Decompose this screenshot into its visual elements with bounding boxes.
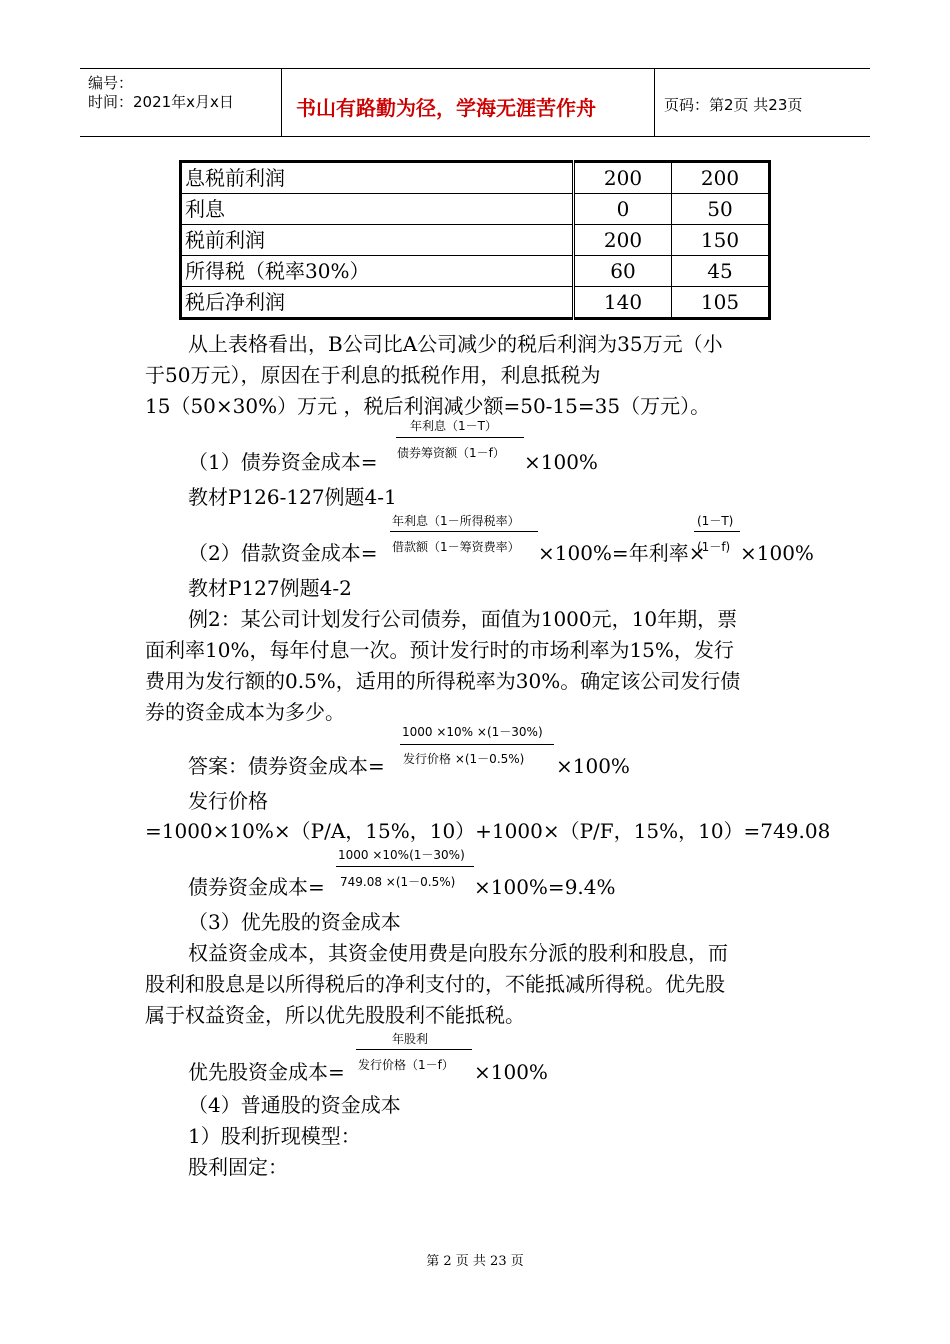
table-cell-value: 150: [672, 225, 770, 256]
fraction-bar: [356, 1049, 472, 1050]
document-code-label: 编号：: [88, 74, 134, 92]
table-cell-name: 所得税（税率30%）: [181, 256, 574, 287]
textbook-reference: 教材P127例题4-2: [188, 576, 352, 600]
section-heading: （4）普通股的资金成本: [188, 1093, 401, 1117]
fraction-bar: [390, 531, 538, 532]
formula-preferred-cost-prefix: 优先股资金成本=: [188, 1060, 345, 1084]
formula-numerator: 年利息（1－所得税率）: [392, 514, 520, 528]
formula-suffix: ×100%: [524, 450, 598, 474]
formula-answer-prefix: 答案：债券资金成本=: [188, 754, 385, 778]
table-cell-value: 105: [672, 287, 770, 319]
paragraph-line: 例2：某公司计划发行公司债券，面值为1000元，10年期，票: [188, 607, 738, 631]
table-cell-value: 140: [574, 287, 672, 319]
paragraph-line: 面利率10%，每年付息一次。预计发行时的市场利率为15%，发行: [145, 638, 734, 662]
fraction-bar: [336, 866, 474, 867]
page-footer: 第 2 页 共 23 页: [426, 1254, 524, 1269]
header-bottom-rule: [80, 136, 870, 137]
formula-suffix: ×100%: [556, 754, 630, 778]
formula-numerator: 年股利: [392, 1032, 429, 1046]
formula-denominator: (1－f): [697, 540, 731, 554]
table-cell-name: 利息: [181, 194, 574, 225]
table-cell-value: 50: [672, 194, 770, 225]
formula-numerator: 1000 ×10% ×(1－30%): [402, 725, 543, 739]
formula-suffix: ×100%: [740, 541, 814, 565]
table-cell-value: 200: [672, 162, 770, 194]
formula-denominator: 发行价格 ×(1－0.5%): [403, 752, 525, 766]
header-divider: [281, 68, 282, 136]
table-cell-name: 息税前利润: [181, 162, 574, 194]
issue-price-formula: =1000×10%×（P/A，15%，10）+1000×（P/F，15%，10）=749.08: [145, 819, 831, 843]
table-row: [181, 162, 770, 194]
header-top-rule: [80, 68, 870, 69]
table-cell-value: 45: [672, 256, 770, 287]
section-heading: （3）优先股的资金成本: [188, 910, 401, 934]
formula-bond-cost-result-prefix: 债券资金成本=: [188, 875, 325, 899]
paragraph-line: 从上表格看出，B公司比A公司减少的税后利润为35万元（小: [188, 332, 723, 356]
formula-denominator: 发行价格（1－f）: [358, 1058, 454, 1072]
formula-denominator: 债券筹资额（1－f）: [397, 446, 505, 460]
issue-price-label: 发行价格: [188, 789, 268, 813]
fraction-bar: [396, 437, 524, 438]
paragraph-line: 券的资金成本为多少。: [145, 700, 345, 724]
paragraph-line: 属于权益资金，所以优先股股利不能抵税。: [145, 1003, 525, 1027]
table-cell-value: 60: [574, 256, 672, 287]
paragraph-line: 股利和股息是以所得税后的净利支付的，不能抵减所得税。优先股: [145, 972, 725, 996]
paragraph-line: 于50万元），原因在于利息的抵税作用，利息抵税为: [145, 363, 601, 387]
paragraph-line: 权益资金成本，其资金使用费是向股东分派的股利和股息，而: [188, 941, 728, 965]
formula-numerator: (1－T): [697, 514, 734, 528]
formula-suffix: ×100%: [474, 1060, 548, 1084]
formula-loan-cost-prefix: （2）借款资金成本=: [188, 541, 378, 565]
table-row: [181, 225, 770, 256]
formula-mid: ×100%=年利率×: [538, 541, 706, 565]
formula-denominator: 借款额（1－筹资费率）: [392, 540, 520, 554]
table-row: [181, 287, 770, 319]
document-time-label: 时间：2021年x月x日: [88, 93, 234, 111]
fraction-bar: [694, 531, 740, 532]
subsection-heading: 1）股利折现模型：: [188, 1124, 361, 1148]
subsection-heading: 股利固定：: [188, 1155, 288, 1179]
header-page-info: 页码：第2页 共23页: [664, 96, 803, 114]
formula-bond-cost-prefix: （1）债券资金成本=: [188, 450, 378, 474]
table-row: [181, 256, 770, 287]
paragraph-line: 15（50×30%）万元 ，税后利润减少额=50-15=35（万元）。: [145, 394, 711, 418]
header-motto: 书山有路勤为径，学海无涯苦作舟: [296, 96, 596, 120]
formula-numerator: 年利息（1－T）: [410, 419, 497, 433]
textbook-reference: 教材P126-127例题4-1: [188, 485, 397, 509]
table-row: [181, 194, 770, 225]
table-cell-value: 200: [574, 225, 672, 256]
table-cell-name: 税后净利润: [181, 287, 574, 319]
formula-suffix: ×100%=9.4%: [474, 875, 616, 899]
formula-numerator: 1000 ×10%(1－30%): [338, 848, 465, 862]
header-divider: [654, 68, 655, 136]
table-cell-value: 200: [574, 162, 672, 194]
table-cell-name: 税前利润: [181, 225, 574, 256]
formula-denominator: 749.08 ×(1－0.5%): [340, 875, 456, 889]
fraction-bar: [400, 744, 554, 745]
profit-table: [179, 160, 771, 320]
table-cell-value: 0: [574, 194, 672, 225]
paragraph-line: 费用为发行额的0.5%，适用的所得税率为30%。确定该公司发行债: [145, 669, 741, 693]
